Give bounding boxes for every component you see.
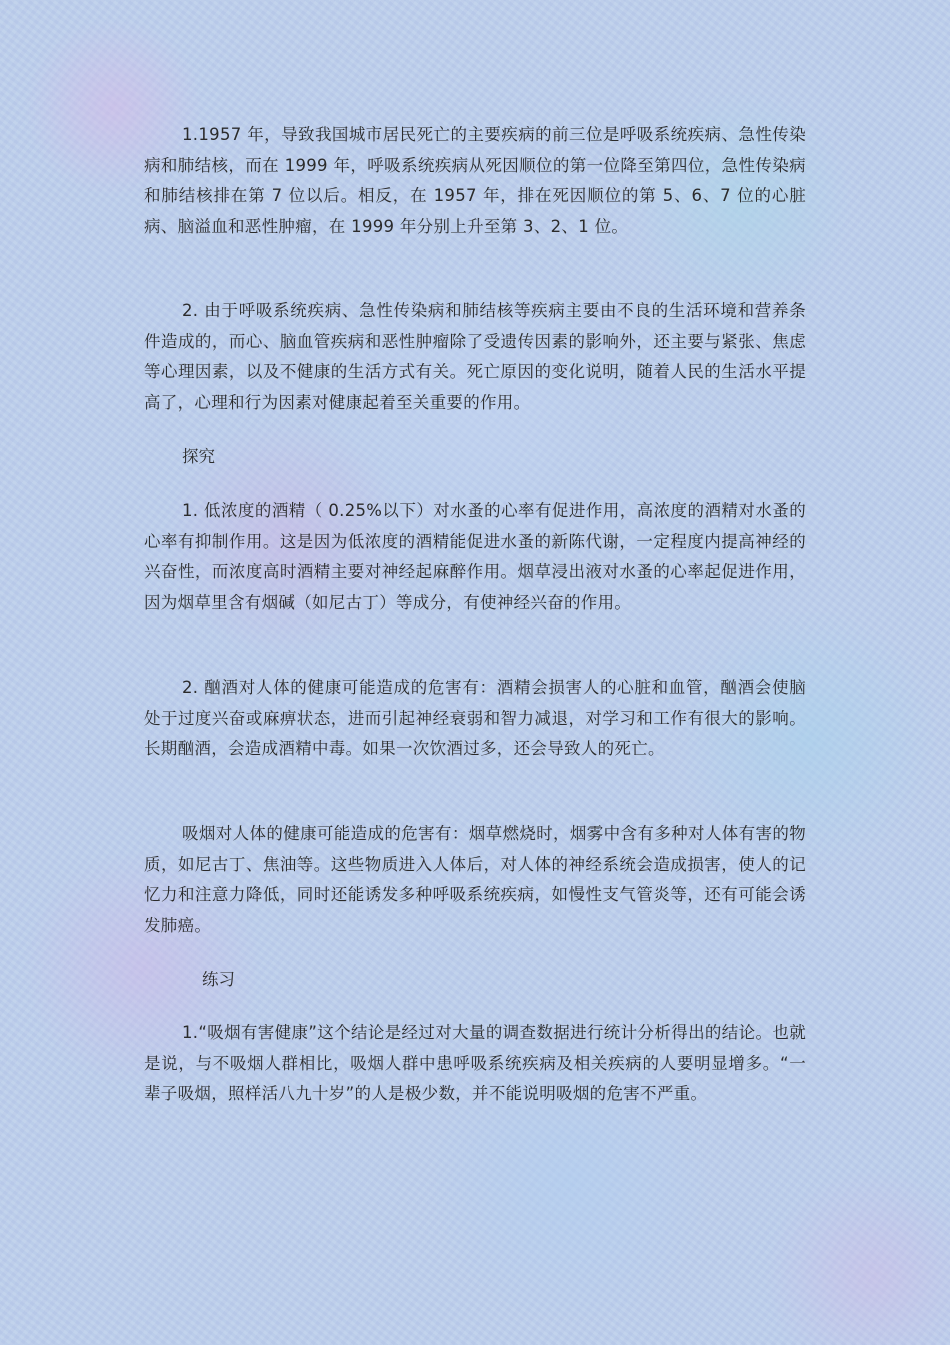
paragraph-alcohol-harm: 2. 酗酒对人体的健康可能造成的危害有：酒精会损害人的心脏和血管，酗酒会使脑处于过度兴奋或麻痹状态，进而引起神经衰弱和智力减退，对学习和工作有很大的影响。长期酗酒，会造成酒精中毒。如果一次饮酒过多，还会导致人的死亡。 (144, 678, 806, 758)
heading-inquiry: 探究 (182, 447, 215, 466)
paragraph-disease-cause-explanation: 2. 由于呼吸系统疾病、急性传染病和肺结核等疾病主要由不良的生活环境和营养条件造成的，而心、脑血管疾病和恶性肿瘤除了受遗传因素的影响外，还主要与紧张、焦虑等心理因素，以及不健康的生活方式有关。死亡原因的变化说明，随着人民的生活水平提高了，心理和行为因素对健康起着至关重要的作用。 (144, 301, 806, 412)
paragraph-smoking-statistics: 1.“吸烟有害健康”这个结论是经过对大量的调查数据进行统计分析得出的结论。也就是说，与不吸烟人群相比，吸烟人群中患呼吸系统疾病及相关疾病的人要明显增多。“一辈子吸烟，照样活八九十岁”的人是极少数，并不能说明吸烟的危害不严重。 (144, 1023, 806, 1103)
paragraph-death-causes-1957-1999: 1.1957 年，导致我国城市居民死亡的主要疾病的前三位是呼吸系统疾病、急性传染病和肺结核，而在 1999 年，呼吸系统疾病从死因顺位的第一位降至第四位，急性传染病和肺结核排在第 7 位以后。相反，在 1957 年，排在死因顺位的第 5、6、7 位的心脏病、脑溢血和恶性肿瘤，在 1999 年分别上升至第 3、2、1 位。 (144, 125, 806, 236)
paragraph-smoking-harm: 吸烟对人体的健康可能造成的危害有：烟草燃烧时，烟雾中含有多种对人体有害的物质，如尼古丁、焦油等。这些物质进入人体后，对人体的神经系统会造成损害，使人的记忆力和注意力降低，同时还能诱发多种呼吸系统疾病，如慢性支气管炎等，还有可能会诱发肺癌。 (144, 824, 806, 935)
paragraph-alcohol-water-flea: 1. 低浓度的酒精（ 0.25%以下）对水蚤的心率有促进作用，高浓度的酒精对水蚤的心率有抑制作用。这是因为低浓度的酒精能促进水蚤的新陈代谢，一定程度内提高神经的兴奋性，而浓度高时酒精主要对神经起麻醉作用。烟草浸出液对水蚤的心率起促进作用，因为烟草里含有烟碱（如尼古丁）等成分，有使神经兴奋的作用。 (144, 501, 806, 612)
heading-exercise: 练习 (202, 970, 235, 989)
